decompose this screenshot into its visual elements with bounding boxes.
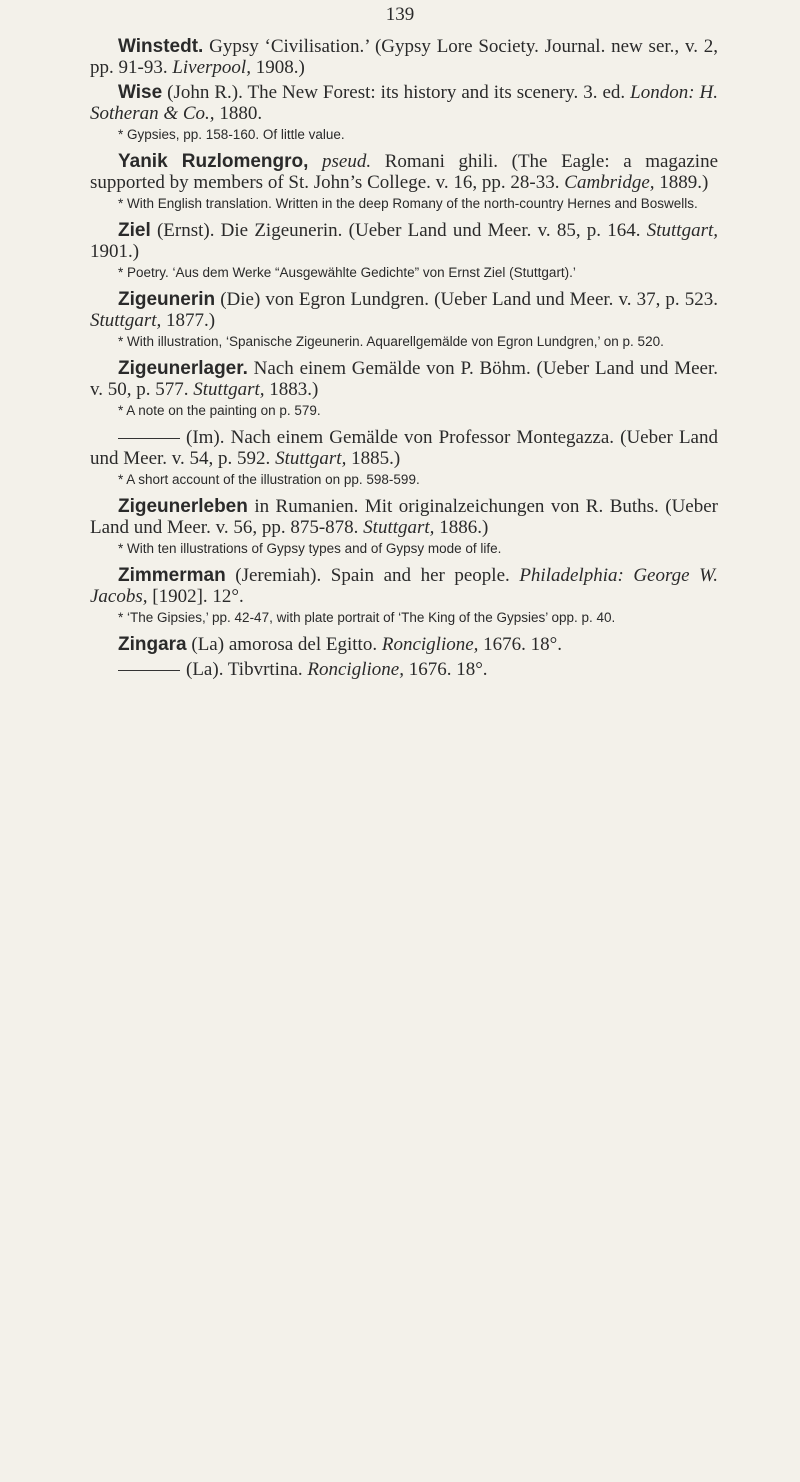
entry-heading: Zigeunerin bbox=[118, 289, 216, 310]
entry-heading: Wise bbox=[118, 82, 163, 103]
entry-zingara: Zingara (La) amorosa del Egitto. Ronciglione, 1676. 18°. bbox=[118, 634, 563, 655]
entry-zigeunerlager-im: (Im). Nach einem Gemälde von Professor Montegazza. (Ueber Land und Meer. v. 54, p. 592. Stuttgart, 1885.) * A short account of the illustration on pp. 598-599. bbox=[90, 427, 718, 487]
entry-heading: Zimmerman bbox=[118, 565, 226, 586]
entry-zigeunerin: Zigeunerin (Die) von Egron Lundgren. (Ueber Land und Meer. v. 37, p. 523. Stuttgart, 1877.) * With illustration, ‘Spanische Zigeunerin. Aquarellgemälde von Egron Lundgren,’ on p. 520. bbox=[90, 289, 718, 349]
entry-zimmerman: Zimmerman (Jeremiah). Spain and her people. Philadelphia: George W. Jacobs, [1902]. 12°. * ‘The Gipsies,’ pp. 42-47, with plate portrait of ‘The King of the Gypsies’ opp. p. 40. bbox=[90, 565, 718, 625]
ditto-dash bbox=[118, 438, 180, 439]
entry-heading: Ziel bbox=[118, 220, 151, 241]
entry-note: * A short account of the illustration on pp. 598-599. bbox=[118, 472, 420, 487]
entry-heading: Zigeunerleben bbox=[118, 496, 248, 517]
entry-note: * Poetry. ‘Aus dem Werke “Ausgewählte Gedichte” von Ernst Ziel (Stuttgart).’ bbox=[118, 265, 576, 280]
entry-note: * ‘The Gipsies,’ pp. 42-47, with plate portrait of ‘The King of the Gypsies’ opp. p. 40. bbox=[118, 610, 616, 625]
entry-heading: Yanik Ruzlomengro, bbox=[118, 151, 309, 172]
entry-wise: Wise (John R.). The New Forest: its history and its scenery. 3. ed. London: H. Sotheran & Co., 1880. * Gypsies, pp. 158-160. Of little value. bbox=[90, 82, 718, 142]
entry-zingara-tibvrtina: (La). Tibvrtina. Ronciglione, 1676. 18°. bbox=[90, 659, 718, 680]
entry-heading: Zigeunerlager. bbox=[118, 358, 248, 379]
page-number: 139 bbox=[385, 4, 415, 25]
entry-yanik: Yanik Ruzlomengro, pseud. Romani ghili. (The Eagle: a magazine supported by members of St. John’s College. v. 16, pp. 28-33. Cambridge, 1889.) * With English translation. Written in the deep Romany of the north-country Hernes and Boswells. bbox=[90, 151, 719, 211]
entry-zigeunerlager: Zigeunerlager. Nach einem Gemälde von P. Böhm. (Ueber Land und Meer. v. 50, p. 577. Stuttgart, 1883.) * A note on the painting on p. 579. bbox=[90, 358, 718, 418]
entry-winstedt: Winstedt. Gypsy ‘Civilisation.’ (Gypsy Lore Society. Journal. new ser., v. 2, pp. 91-93. Liverpool, 1908.) bbox=[90, 36, 718, 78]
entry-note: * With English translation. Written in the deep Romany of the north-country Hernes and Boswells. bbox=[118, 196, 698, 211]
entry-note: * Gypsies, pp. 158-160. Of little value. bbox=[118, 127, 345, 142]
entry-heading: Zingara bbox=[118, 634, 187, 655]
entry-note: * With illustration, ‘Spanische Zigeunerin. Aquarellgemälde von Egron Lundgren,’ on p. 520. bbox=[118, 334, 664, 349]
entry-heading: Winstedt. bbox=[118, 36, 204, 57]
entry-ziel: Ziel (Ernst). Die Zigeunerin. (Ueber Land und Meer. v. 85, p. 164. Stuttgart, 1901.) * Poetry. ‘Aus dem Werke “Ausgewählte Gedichte” von Ernst Ziel (Stuttgart).’ bbox=[90, 220, 718, 280]
bibliography-list bbox=[90, 36, 718, 684]
entry-note: * A note on the painting on p. 579. bbox=[118, 403, 321, 418]
entry-zigeunerleben: Zigeunerleben in Rumanien. Mit originalzeichungen von R. Buths. (Ueber Land und Meer. v. 56, pp. 875-878. Stuttgart, 1886.) * With ten illustrations of Gypsy types and of Gypsy mode of life. bbox=[90, 496, 718, 556]
entry-note: * With ten illustrations of Gypsy types and of Gypsy mode of life. bbox=[118, 541, 502, 556]
ditto-dash bbox=[118, 670, 180, 671]
